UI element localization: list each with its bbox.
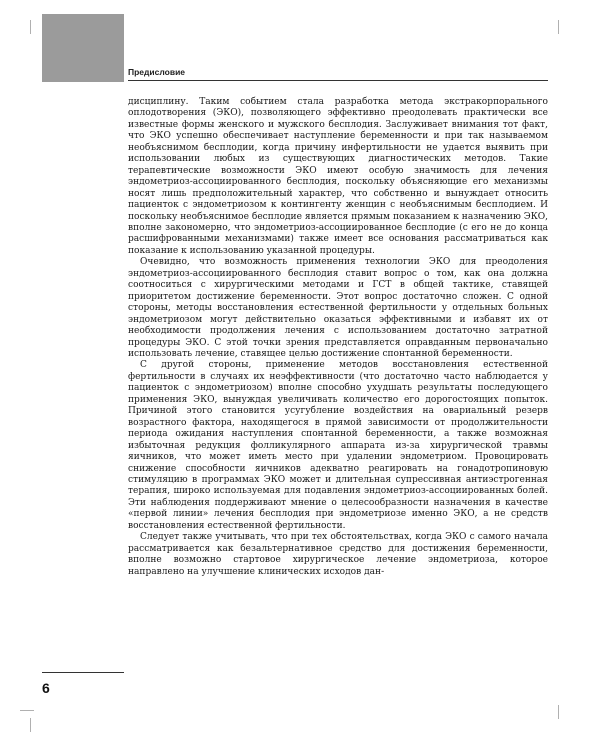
paragraph: С другой стороны, применение методов восстановления естественной фертильности в случаях их неэффективности (что достаточно часто наблюдается у пациенток с эндометриозом) вполне способно ухудшать результаты последующего применения ЭКО, вынуждая увеличивать количество его дорогостоящих попыток. Причиной этого становится усугубление воздействия на овариальный резерв возрастного фактора, находящегося в прямой зависимости от продолжительности периода ожидания наступления спонтанной беременности, а также возможная избыточная редукция фолликулярного аппарата из-за хирургической травмы яичников, что может иметь место при удалении эндометриом. Провоцировать снижение способности яичников адекватно реагировать на гонадотропиновую стимуляцию в программах ЭКО может и длительная супрессивная антиэстрогенная терапия, широко используемая для подавления эндометриоз-ассоциированных болей. Эти наблюдения поддерживают мнение о целесообразности назначения в качестве «первой линии» лечения бесплодия при эндометриозе именно ЭКО, а не средств восстановления естественной фертильности. xyxy=(128,360,548,531)
crop-mark xyxy=(558,705,559,719)
body-text xyxy=(128,97,548,578)
paragraph: дисциплину. Таким событием стала разработка метода экстракорпорального оплодотворения (ЭКО), позволяющего эффективно преодолевать практически все известные формы женского и мужского бесплодия. Заслуживает внимания тот факт, что ЭКО успешно обеспечивает наступление беременности и при так называемом необъяснимом бесплодии, когда причину инфертильности не удается выявить при использовании любых из существующих диагностических методов. Такие терапевтические возможности ЭКО имеют особую значимость для лечения эндометриоз-ассоциированного бесплодия, поскольку объясняющие его механизмы носят лишь предположительный характер, что собственно и вынуждает относить пациенток с эндометриозом к контингенту женщин с необъяснимым бесплодием. И поскольку необъяснимое бесплодие является прямым показанием к назначению ЭКО, вполне закономерно, что эндометриоз-ассоциированное бесплодие (с его не до конца расшифрованными механизмами) также имеет все основания рассматриваться как показание к использованию указанной процедуры. xyxy=(128,97,548,256)
crop-mark xyxy=(30,20,31,34)
paragraph: Следует также учитывать, что при тех обстоятельствах, когда ЭКО с самого начала рассматривается как безальтернативное средство для достижения беременности, вполне возможно стартовое хирургическое лечение эндометриоза, которое направлено на улучшение клинических исходов дан- xyxy=(128,532,548,577)
crop-mark xyxy=(558,20,559,34)
header-rule xyxy=(128,80,548,81)
running-header-title: Предисловие xyxy=(128,67,186,77)
crop-mark xyxy=(20,710,34,711)
footer-rule xyxy=(42,672,124,673)
paragraph: Очевидно, что возможность применения технологии ЭКО для преодоления эндометриоз-ассоциированного бесплодия ставит вопрос о том, как она должна соотноситься с хирургическими методами и ГСТ в общей тактике, ставящей приоритетом достижение беременности. Этот вопрос достаточно сложен. С одной стороны, методы восстановления естественной фертильности у отдельных больных эндометриозом могут действительно оказаться эффективными и избавят их от необходимости продолжения лечения с использованием достаточно затратной процедуры ЭКО. С этой точки зрения представляется оправданным первоначально использовать лечение, ставящее целью достижение спонтанной беременности. xyxy=(128,257,548,359)
crop-mark xyxy=(30,718,31,732)
header-gray-block xyxy=(42,14,124,82)
page-number: 6 xyxy=(42,680,50,696)
